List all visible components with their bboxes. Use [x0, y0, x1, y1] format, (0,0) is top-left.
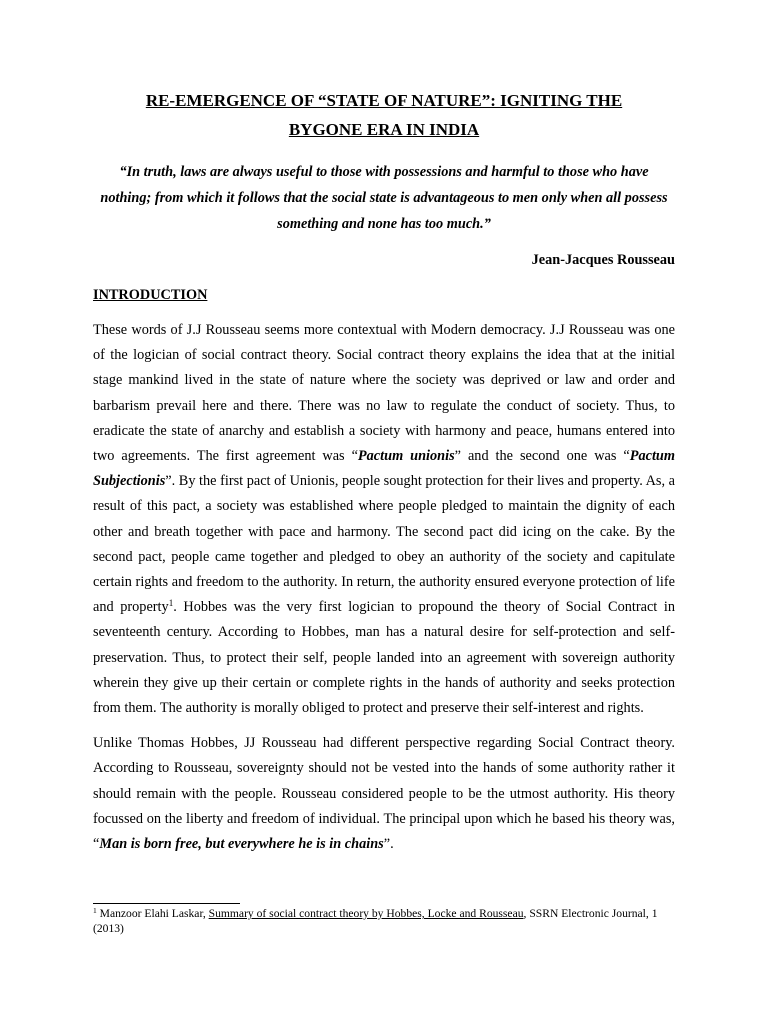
term-pactum-subjectionis: Pactum Subjectionis: [93, 448, 675, 490]
footnote-source: , SSRN Electronic Journal, 1 (2013): [93, 907, 658, 935]
para1-text-d: . Hobbes was the very first logician to propound the theory of Social Contract in seventeenth century. According to Hobbes, man has a natural desire for self-protection and self-preservation. Thus, to protect their self, people landed into an agreement with sovereign authority wherein they give up their certain or complete rights in the hands of authority and seeks protection from them. The authority is morally obliged to protect and preserve their self-interest and rights.: [93, 599, 675, 717]
para1-text-b: ” and the second one was “: [454, 448, 630, 465]
footnote: [93, 906, 675, 936]
footnote-work-title: Summary of social contract theory by Hobbes, Locke and Rousseau: [208, 907, 524, 920]
para1-text-c: ”. By the first pact of Unionis, people sought protection for their lives and property. As, a result of this pact, a society was established where people pledged to maintain the dignity of each other and breath together with pace and harmony. The second pact did icing on the cake. By the second pact, people came together and pledged to obey an authority of the society and capitulate certain rights and freedom to the authority. In return, the authority ensured everyone protection of life and property: [93, 473, 675, 616]
intro-paragraph-2: [93, 731, 675, 857]
rousseau-quote: Man is born free, but everywhere he is in chains: [99, 836, 384, 853]
footnote-reference[interactable]: 1: [168, 598, 174, 609]
title-line-2: BYGONE ERA IN INDIA: [288, 120, 480, 139]
document-title: [104, 86, 664, 144]
footnote-separator: [93, 903, 240, 904]
footnote-number: 1: [93, 906, 97, 915]
para2-text-a: Unlike Thomas Hobbes, JJ Rousseau had different perspective regarding Social Contract theory. According to Rousseau, sovereignty should not be vested into the hands of some authority rather it should remain with the people. Rousseau considered people to be the utmost authority. His theory focussed on the liberty and freedom of individual. The principal upon which he based his theory was, “: [93, 735, 675, 853]
term-pactum-unionis: Pactum unionis: [357, 448, 455, 465]
para1-text-a: These words of J.J Rousseau seems more contextual with Modern democracy. J.J Rousseau was one of the logician of social contract theory. Social contract theory explains the idea that at the initial stage mankind lived in the state of nature where the society was deprived or law and order and barbarism prevail here and there. There was no law to regulate the conduct of society. Thus, to eradicate the state of anarchy and establish a society with harmony and peace, humans entered into two agreements. The first agreement was “: [93, 322, 675, 465]
footnote-author: Manzoor Elahi Laskar,: [96, 907, 209, 920]
intro-paragraph-1: [93, 318, 675, 721]
title-line-1: RE-EMERGENCE OF “STATE OF NATURE”: IGNITING THE: [145, 91, 623, 110]
epigraph-author: Jean-Jacques Rousseau: [531, 252, 675, 268]
document-page: [93, 86, 675, 857]
para2-text-b: ”.: [383, 836, 394, 853]
epigraph-quote: “In truth, laws are always useful to those with possessions and harmful to those who have nothing; from which it follows that the social state is advantageous to men only when all possess something and none has too much.”: [100, 164, 668, 232]
section-heading-introduction: INTRODUCTION: [93, 287, 208, 303]
